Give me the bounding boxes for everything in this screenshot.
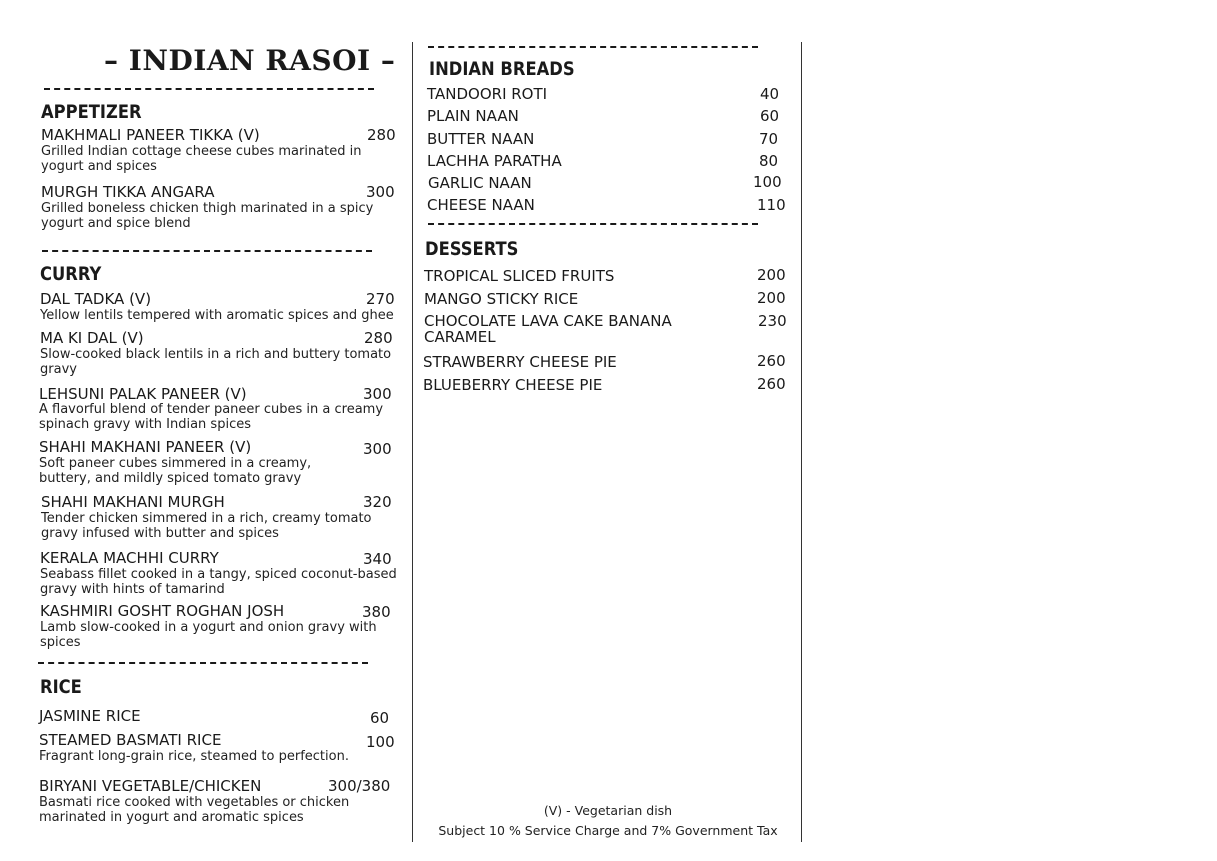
item-name: MURGH TIKKA ANGARA xyxy=(41,183,215,201)
item-price: 70 xyxy=(759,130,779,148)
divider xyxy=(42,250,372,252)
item-name: STRAWBERRY CHEESE PIE xyxy=(423,353,617,371)
tax-note: Subject 10 % Service Charge and 7% Government Tax xyxy=(438,823,778,838)
item-description: A flavorful blend of tender paneer cubes in a creamy spinach gravy with Indian spices xyxy=(39,402,384,432)
item-name: DAL TADKA (V) xyxy=(40,290,152,308)
item-description: Grilled Indian cottage cheese cubes marinated in yogurt and spices xyxy=(41,144,362,174)
item-price: 40 xyxy=(760,85,780,103)
item-price: 340 xyxy=(363,550,392,568)
item-name: GARLIC NAAN xyxy=(428,174,532,192)
item-price: 280 xyxy=(367,126,396,144)
item-price: 380 xyxy=(362,603,391,621)
item-price: 110 xyxy=(757,196,786,214)
item-price: 200 xyxy=(757,289,786,307)
item-price: 100 xyxy=(366,733,395,751)
item-name: BUTTER NAAN xyxy=(427,130,535,148)
item-name: MA KI DAL (V) xyxy=(40,329,144,347)
item-price: 200 xyxy=(757,266,786,284)
item-name: CHEESE NAAN xyxy=(427,196,535,214)
item-price: 260 xyxy=(757,375,786,393)
item-description: Tender chicken simmered in a rich, creamy tomato gravy infused with butter and spices xyxy=(41,511,372,541)
item-description: Lamb slow-cooked in a yogurt and onion gravy with spices xyxy=(40,620,377,650)
divider xyxy=(38,662,368,664)
menu-title: – INDIAN RASOI – xyxy=(104,44,396,77)
item-description: Seabass fillet cooked in a tangy, spiced coconut-based gravy with hints of tamarind xyxy=(40,567,397,597)
item-description: Yellow lentils tempered with aromatic spices and ghee xyxy=(40,308,394,323)
item-name: LACHHA PARATHA xyxy=(427,152,562,170)
column-divider-left xyxy=(412,42,413,842)
section-heading-rice: RICE xyxy=(40,676,82,698)
item-name: STEAMED BASMATI RICE xyxy=(39,731,222,749)
section-heading-desserts: DESSERTS xyxy=(425,238,519,260)
section-heading-indian-breads: INDIAN BREADS xyxy=(429,58,575,80)
item-price: 60 xyxy=(760,107,780,125)
item-price: 270 xyxy=(366,290,395,308)
divider xyxy=(428,223,758,225)
item-price: 80 xyxy=(759,152,779,170)
item-name: JASMINE RICE xyxy=(39,707,141,725)
item-name: KERALA MACHHI CURRY xyxy=(40,549,219,567)
item-description: Slow-cooked black lentils in a rich and buttery tomato gravy xyxy=(40,347,392,377)
item-price: 60 xyxy=(370,709,390,727)
item-name: TROPICAL SLICED FRUITS xyxy=(424,267,615,285)
section-heading-curry: CURRY xyxy=(40,263,102,285)
vegetarian-legend: (V) - Vegetarian dish xyxy=(543,803,673,818)
item-name: SHAHI MAKHANI PANEER (V) xyxy=(39,438,252,456)
item-price: 300 xyxy=(363,385,392,403)
item-price: 230 xyxy=(758,312,787,330)
item-name: SHAHI MAKHANI MURGH xyxy=(41,493,225,511)
column-divider-right xyxy=(801,42,802,842)
item-price: 280 xyxy=(364,329,393,347)
item-name: CHOCOLATE LAVA CAKE BANANA CARAMEL xyxy=(424,312,672,346)
item-name: BIRYANI VEGETABLE/CHICKEN xyxy=(39,777,262,795)
divider xyxy=(44,88,374,90)
item-description: Fragrant long-grain rice, steamed to perfection. xyxy=(39,749,349,764)
section-heading-appetizer: APPETIZER xyxy=(41,101,142,123)
item-price: 300 xyxy=(363,440,392,458)
item-price: 100 xyxy=(753,173,782,191)
item-name: TANDOORI ROTI xyxy=(427,85,548,103)
item-name: LEHSUNI PALAK PANEER (V) xyxy=(39,385,247,403)
item-price: 300 xyxy=(366,183,395,201)
item-description: Grilled boneless chicken thigh marinated in a spicy yogurt and spice blend xyxy=(41,201,374,231)
item-price: 260 xyxy=(757,352,786,370)
item-name: MANGO STICKY RICE xyxy=(424,290,579,308)
item-name: MAKHMALI PANEER TIKKA (V) xyxy=(41,126,260,144)
item-name: KASHMIRI GOSHT ROGHAN JOSH xyxy=(40,602,285,620)
divider xyxy=(428,46,758,48)
item-description: Soft paneer cubes simmered in a creamy, buttery, and mildly spiced tomato gravy xyxy=(39,456,312,486)
item-price: 320 xyxy=(363,493,392,511)
item-description: Basmati rice cooked with vegetables or chicken marinated in yogurt and aromatic spices xyxy=(39,795,350,825)
item-name: PLAIN NAAN xyxy=(427,107,519,125)
item-name: BLUEBERRY CHEESE PIE xyxy=(423,376,603,394)
item-price: 300/380 xyxy=(328,777,391,795)
